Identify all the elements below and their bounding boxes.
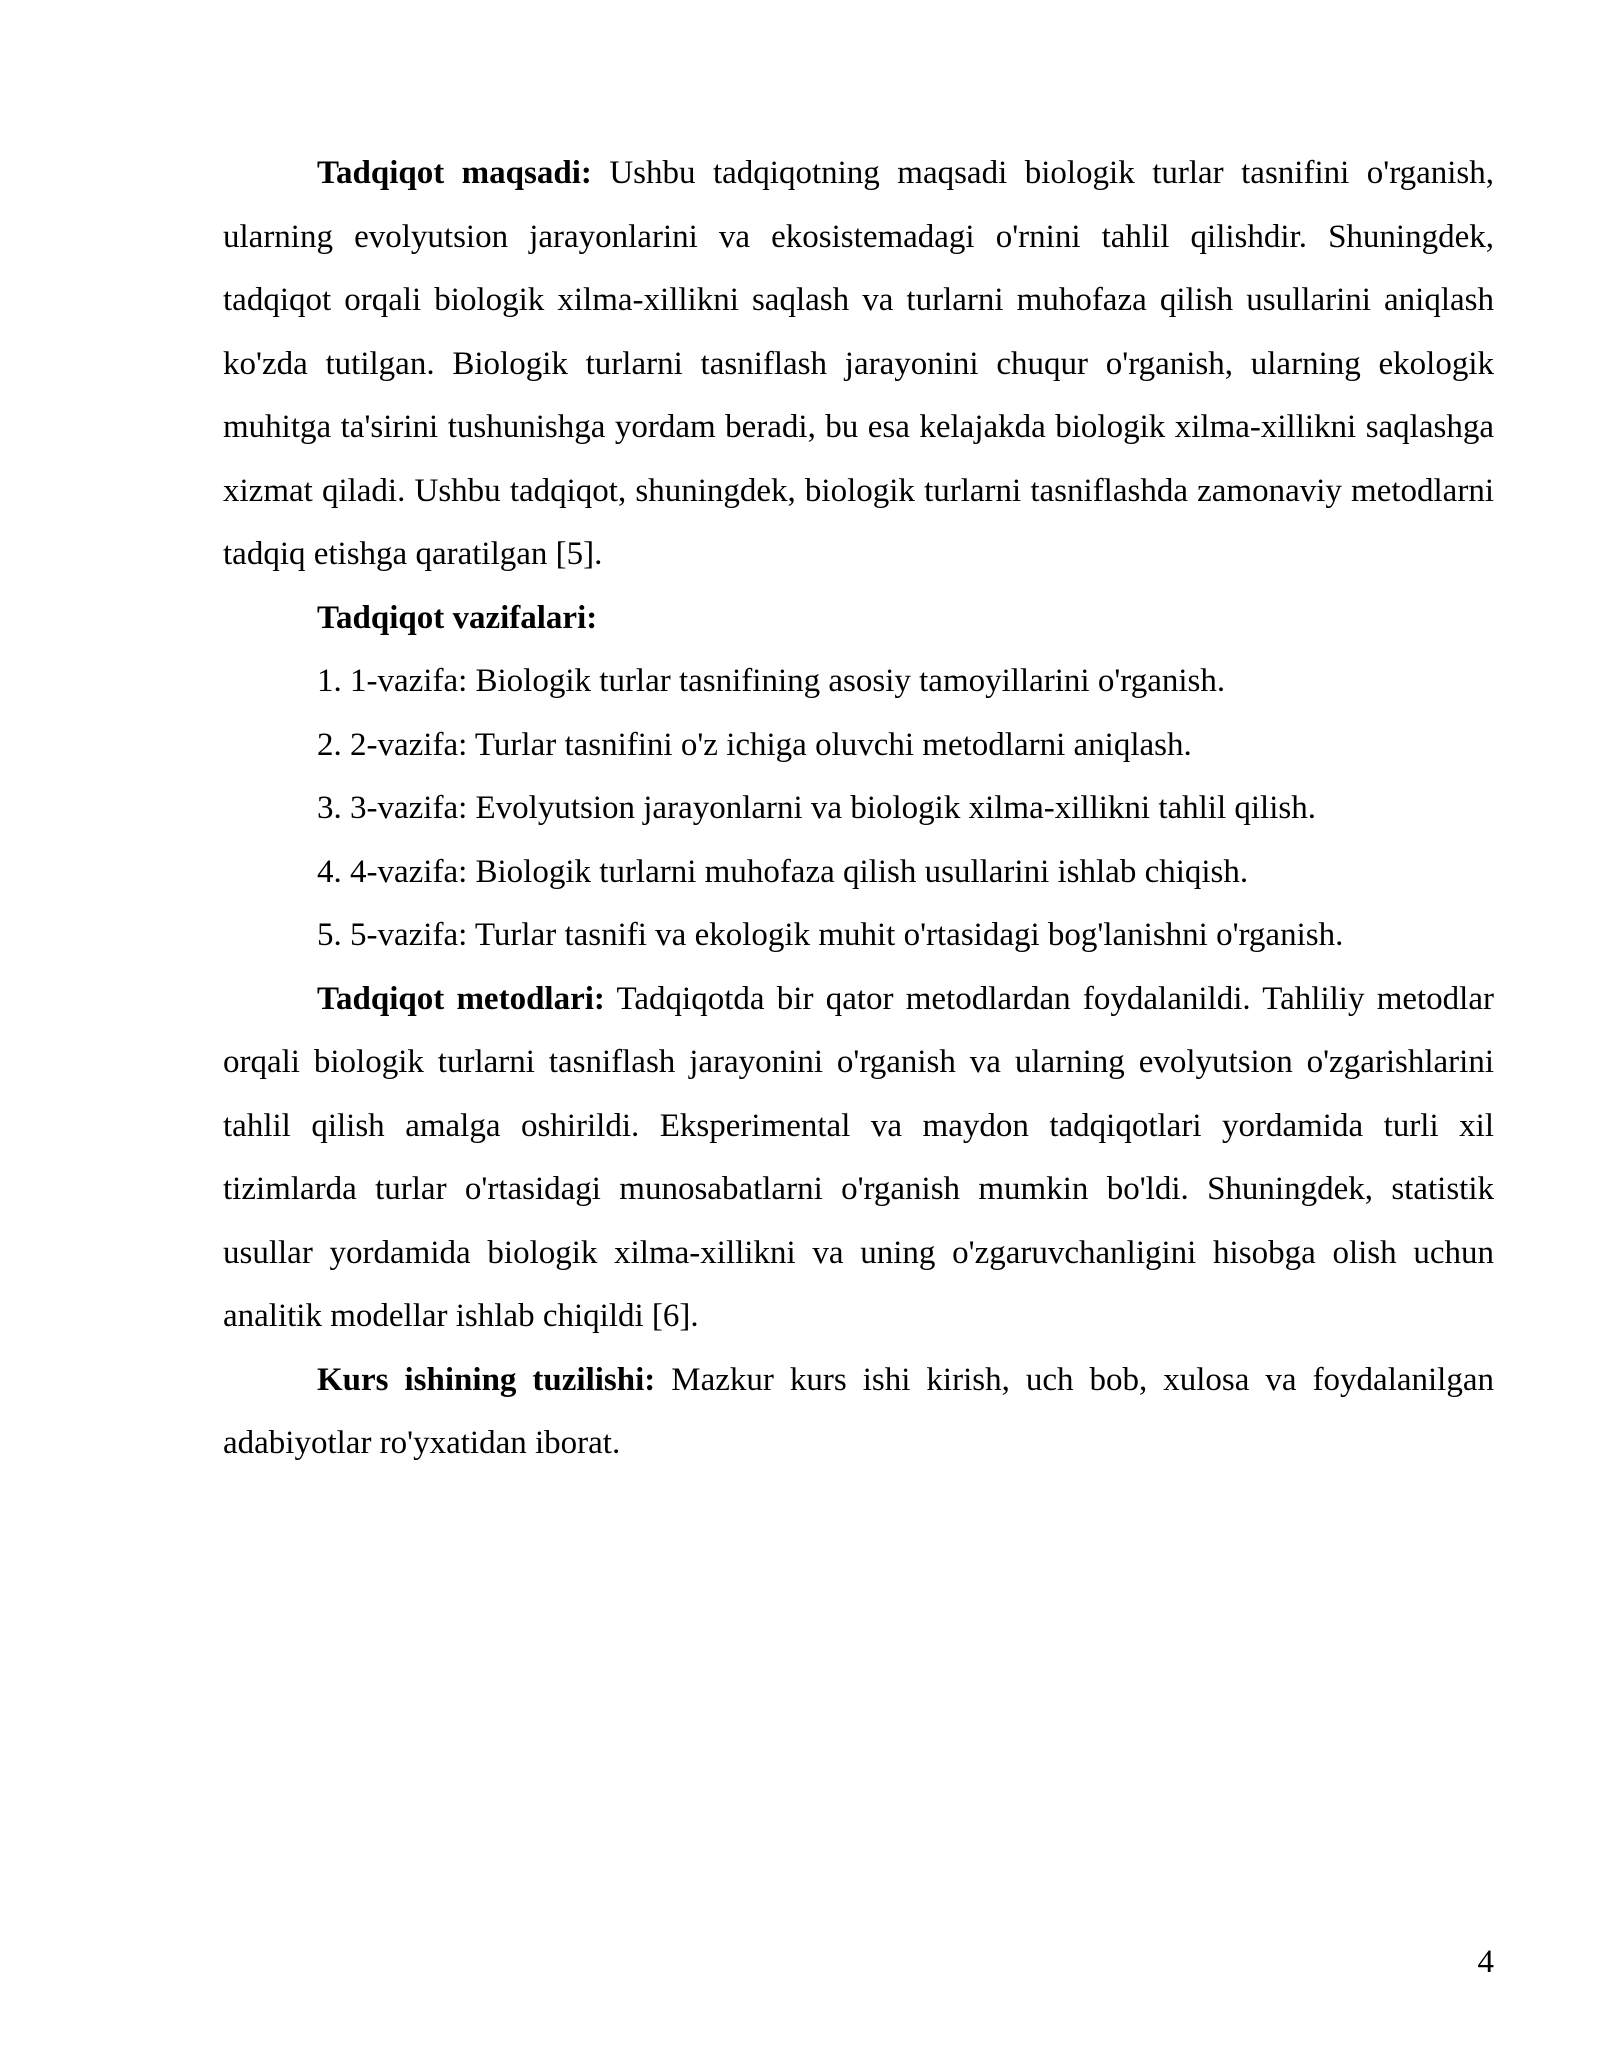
- task-item: 5. 5-vazifa: Turlar tasnifi va ekologik muhit o'rtasidagi bog'lanishni o'rganish.: [317, 917, 1344, 953]
- page-number: 4: [1477, 1944, 1494, 1980]
- methods-text: Tadqiqotda bir qator metodlardan foydalanildi. Tahliliy metodlar orqali biologik turlarni tasniflash jarayonini o'rganish va ularning evolyutsion o'zgarishlarini tahlil qilish amalga oshirildi. Eksperimental va maydon tadqiqotlari yordamida turli xil tizimlarda turlar o'rtasidagi munosabatlarni o'rganish mumkin bo'ldi. Shuningdek, statistik usullar yordamida biologik xilma-xillikni va uning o'zgaruvchanligini hisobga olish uchun analitik modellar ishlab chiqildi [6].: [223, 980, 1494, 1334]
- structure-text: Mazkur kurs ishi kirish, uch bob, xulosa va foydalanilgan adabiyotlar ro'yxatidan iborat.: [223, 1361, 1494, 1461]
- task-item: 1. 1-vazifa: Biologik turlar tasnifining asosiy tamoyillarini o'rganish.: [317, 663, 1226, 699]
- task-item: 4. 4-vazifa: Biologik turlarni muhofaza qilish usullarini ishlab chiqish.: [317, 853, 1249, 890]
- task-item: 3. 3-vazifa: Evolyutsion jarayonlarni va biologik xilma-xillikni tahlil qilish.: [317, 790, 1316, 826]
- tasks-list: [223, 650, 1494, 968]
- goal-text: Ushbu tadqiqotning maqsadi biologik turlar tasnifini o'rganish, ularning evolyutsion jarayonlarini va ekosistemadagi o'rnini tahlil qilishdir. Shuningdek, tadqiqot orqali biologik xilma-xillikni saqlash va turlarni muhofaza qilish usullarini aniqlash ko'zda tutilgan. Biologik turlarni tasniflash jarayonini chuqur o'rganish, ularning ekologik muhitga ta'sirini tushunishga yordam beradi, bu esa kelajakda biologik xilma-xillikni saqlashga xizmat qiladi. Ushbu tadqiqot, shuningdek, biologik turlarni tasniflashda zamonaviy metodlarni tadqiq etishga qaratilgan [5].: [223, 155, 1494, 572]
- methods-heading: Tadqiqot metodlari:: [317, 980, 605, 1017]
- methods-paragraph: [223, 968, 1494, 1349]
- structure-paragraph: [223, 1349, 1494, 1476]
- tasks-heading: Tadqiqot vazifalari:: [317, 599, 598, 636]
- structure-heading: Kurs ishining tuzilishi:: [317, 1361, 656, 1398]
- goal-paragraph: [223, 142, 1494, 587]
- task-item: 2. 2-vazifa: Turlar tasnifini o'z ichiga oluvchi metodlarni aniqlash.: [317, 726, 1192, 763]
- document-page: [223, 142, 1494, 1476]
- goal-heading: Tadqiqot maqsadi:: [317, 155, 592, 191]
